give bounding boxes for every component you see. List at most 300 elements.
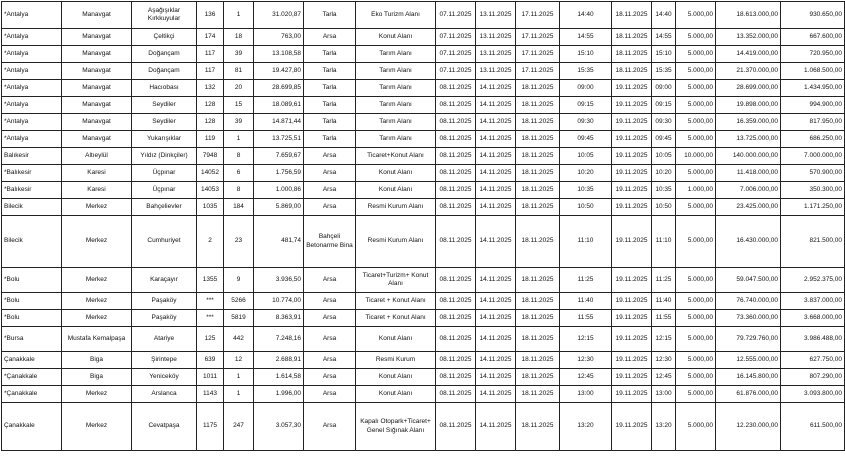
date-cell-2: 14.11.2025 [476, 352, 516, 369]
neighborhood-cell: Doğançam [132, 46, 197, 63]
time-cell-2: 15:10 [652, 46, 676, 63]
time-cell-1: 11:10 [560, 216, 612, 268]
area-cell: 1.000,86 [254, 182, 304, 199]
date-cell-1: 08.11.2025 [436, 403, 476, 451]
type-cell: Arsa [304, 29, 356, 46]
date-cell-1: 07.11.2025 [436, 63, 476, 80]
date-cell-2: 13.11.2025 [476, 63, 516, 80]
type-cell: Tarla [304, 63, 356, 80]
fee-cell: 5.000,00 [676, 199, 716, 216]
deposit-cell: 350.300,00 [781, 182, 845, 199]
district-cell: Altıeylül [62, 148, 132, 165]
province-cell: *Antalya [2, 29, 62, 46]
date-cell-1: 08.11.2025 [436, 114, 476, 131]
fee-cell: 5.000,00 [676, 29, 716, 46]
fee-cell: 5.000,00 [676, 131, 716, 148]
fee-cell: 5.000,00 [676, 310, 716, 327]
time-cell-1: 09:00 [560, 80, 612, 97]
date-cell-2: 14.11.2025 [476, 268, 516, 293]
date-cell-4: 18.11.2025 [612, 46, 652, 63]
date-cell-2: 14.11.2025 [476, 80, 516, 97]
neighborhood-cell: Çeltikçi [132, 29, 197, 46]
district-cell: Merkez [62, 403, 132, 451]
time-cell-1: 09:15 [560, 97, 612, 114]
table-row [2, 216, 845, 268]
type-cell: Tarla [304, 131, 356, 148]
deposit-cell: 667.600,00 [781, 29, 845, 46]
time-cell-2: 13:20 [652, 403, 676, 451]
time-cell-2: 12:30 [652, 352, 676, 369]
date-cell-2: 13.11.2025 [476, 46, 516, 63]
fee-cell: 5.000,00 [676, 216, 716, 268]
block-cell: 136 [197, 2, 224, 29]
date-cell-4: 19.11.2025 [612, 114, 652, 131]
type-cell: Arsa [304, 293, 356, 310]
date-cell-2: 14.11.2025 [476, 327, 516, 352]
date-cell-2: 14.11.2025 [476, 216, 516, 268]
district-cell: Manavgat [62, 97, 132, 114]
date-cell-1: 08.11.2025 [436, 165, 476, 182]
area-cell: 7.248,16 [254, 327, 304, 352]
province-cell: *Antalya [2, 63, 62, 80]
area-cell: 18.089,61 [254, 97, 304, 114]
block-cell: 1035 [197, 199, 224, 216]
time-cell-2: 09:15 [652, 97, 676, 114]
deposit-cell: 611.500,00 [781, 403, 845, 451]
fee-cell: 5.000,00 [676, 268, 716, 293]
estimated-price-cell: 61.876.000,00 [716, 386, 781, 403]
date-cell-3: 18.11.2025 [516, 327, 560, 352]
zoning-cell: Ticaret+Konut Alanı [356, 148, 436, 165]
parcel-cell: 8 [224, 182, 254, 199]
area-cell: 5.869,00 [254, 199, 304, 216]
date-cell-4: 19.11.2025 [612, 216, 652, 268]
deposit-cell: 3.668.000,00 [781, 310, 845, 327]
type-cell: Arsa [304, 199, 356, 216]
date-cell-1: 08.11.2025 [436, 80, 476, 97]
area-cell: 2.688,91 [254, 352, 304, 369]
table-row [2, 199, 845, 216]
fee-cell: 10.000,00 [676, 148, 716, 165]
estimated-price-cell: 13.352.000,00 [716, 29, 781, 46]
estimated-price-cell: 12.230.000,00 [716, 403, 781, 451]
date-cell-3: 17.11.2025 [516, 63, 560, 80]
district-cell: Biga [62, 369, 132, 386]
neighborhood-cell: Şirintepe [132, 352, 197, 369]
area-cell: 8.363,91 [254, 310, 304, 327]
date-cell-4: 19.11.2025 [612, 352, 652, 369]
district-cell: Mustafa Kemalpaşa [62, 327, 132, 352]
zoning-cell: Konut Alanı [356, 29, 436, 46]
type-cell: Tarla [304, 46, 356, 63]
fee-cell: 5.000,00 [676, 403, 716, 451]
estimated-price-cell: 16.145.800,00 [716, 369, 781, 386]
date-cell-2: 14.11.2025 [476, 114, 516, 131]
estimated-price-cell: 11.418.000,00 [716, 165, 781, 182]
block-cell: 1011 [197, 369, 224, 386]
parcel-cell: 9 [224, 268, 254, 293]
estimated-price-cell: 140.000.000,00 [716, 148, 781, 165]
area-cell: 1.756,59 [254, 165, 304, 182]
table-row [2, 403, 845, 451]
date-cell-1: 08.11.2025 [436, 310, 476, 327]
date-cell-2: 14.11.2025 [476, 131, 516, 148]
fee-cell: 5.000,00 [676, 327, 716, 352]
zoning-cell: Resmi Kurum [356, 352, 436, 369]
table-row [2, 182, 845, 199]
district-cell: Manavgat [62, 131, 132, 148]
area-cell: 13.725,51 [254, 131, 304, 148]
neighborhood-cell: Yeniceköy [132, 369, 197, 386]
parcel-cell: 442 [224, 327, 254, 352]
zoning-cell: Konut Alanı [356, 327, 436, 352]
province-cell: *Antalya [2, 46, 62, 63]
zoning-cell: Kapalı Otopark+Ticaret+ Genel Sığınak Alanı [356, 403, 436, 451]
time-cell-1: 12:15 [560, 327, 612, 352]
table-row [2, 369, 845, 386]
time-cell-2: 09:00 [652, 80, 676, 97]
parcel-cell: 8 [224, 148, 254, 165]
date-cell-2: 14.11.2025 [476, 369, 516, 386]
zoning-cell: Eko Turizm Alanı [356, 2, 436, 29]
block-cell: 2 [197, 216, 224, 268]
date-cell-2: 14.11.2025 [476, 148, 516, 165]
neighborhood-cell: Yıldız (Dinkçiler) [132, 148, 197, 165]
table-row [2, 352, 845, 369]
date-cell-4: 19.11.2025 [612, 182, 652, 199]
estimated-price-cell: 23.425.000,00 [716, 199, 781, 216]
parcel-cell: 184 [224, 199, 254, 216]
date-cell-1: 07.11.2025 [436, 2, 476, 29]
date-cell-3: 18.11.2025 [516, 216, 560, 268]
area-cell: 19.427,80 [254, 63, 304, 80]
estimated-price-cell: 13.725.000,00 [716, 131, 781, 148]
neighborhood-cell: Doğançam [132, 63, 197, 80]
date-cell-4: 19.11.2025 [612, 165, 652, 182]
date-cell-3: 17.11.2025 [516, 29, 560, 46]
estimated-price-cell: 76.740.000,00 [716, 293, 781, 310]
estimated-price-cell: 12.555.000,00 [716, 352, 781, 369]
date-cell-3: 18.11.2025 [516, 352, 560, 369]
time-cell-1: 10:35 [560, 182, 612, 199]
parcel-cell: 5266 [224, 293, 254, 310]
district-cell: Manavgat [62, 2, 132, 29]
block-cell: 132 [197, 80, 224, 97]
deposit-cell: 3.986.488,00 [781, 327, 845, 352]
type-cell: Arsa [304, 165, 356, 182]
area-cell: 13.108,58 [254, 46, 304, 63]
district-cell: Manavgat [62, 80, 132, 97]
date-cell-2: 13.11.2025 [476, 29, 516, 46]
district-cell: Manavgat [62, 46, 132, 63]
zoning-cell: Tarım Alanı [356, 46, 436, 63]
date-cell-2: 14.11.2025 [476, 182, 516, 199]
date-cell-3: 18.11.2025 [516, 293, 560, 310]
deposit-cell: 994.900,00 [781, 97, 845, 114]
type-cell: Bahçeli Betonarme Bina [304, 216, 356, 268]
province-cell: *Antalya [2, 114, 62, 131]
type-cell: Tarla [304, 97, 356, 114]
province-cell: *Balıkesir [2, 182, 62, 199]
zoning-cell: Tarım Alanı [356, 63, 436, 80]
date-cell-3: 18.11.2025 [516, 131, 560, 148]
district-cell: Merkez [62, 199, 132, 216]
deposit-cell: 3.837.000,00 [781, 293, 845, 310]
zoning-cell: Konut Alanı [356, 369, 436, 386]
zoning-cell: Resmi Kurum Alanı [356, 216, 436, 268]
time-cell-1: 09:45 [560, 131, 612, 148]
province-cell: Çanakkale [2, 352, 62, 369]
parcel-cell: 1 [224, 2, 254, 29]
parcel-cell: 18 [224, 29, 254, 46]
area-cell: 10.774,00 [254, 293, 304, 310]
zoning-cell: Konut Alanı [356, 386, 436, 403]
table-row [2, 46, 845, 63]
deposit-cell: 720.950,00 [781, 46, 845, 63]
fee-cell: 5.000,00 [676, 369, 716, 386]
time-cell-2: 14:40 [652, 2, 676, 29]
time-cell-1: 12:30 [560, 352, 612, 369]
date-cell-4: 18.11.2025 [612, 63, 652, 80]
estimated-price-cell: 14.419.000,00 [716, 46, 781, 63]
type-cell: Arsa [304, 369, 356, 386]
date-cell-4: 19.11.2025 [612, 268, 652, 293]
province-cell: Balıkesir [2, 148, 62, 165]
parcel-cell: 5819 [224, 310, 254, 327]
estimated-price-cell: 16.359.000,00 [716, 114, 781, 131]
zoning-cell: Ticaret + Konut Alanı [356, 310, 436, 327]
time-cell-1: 11:25 [560, 268, 612, 293]
fee-cell: 5.000,00 [676, 97, 716, 114]
date-cell-4: 19.11.2025 [612, 293, 652, 310]
date-cell-3: 18.11.2025 [516, 148, 560, 165]
zoning-cell: Konut Alanı [356, 182, 436, 199]
table-row [2, 327, 845, 352]
table-row [2, 80, 845, 97]
parcel-cell: 39 [224, 46, 254, 63]
block-cell: 128 [197, 114, 224, 131]
date-cell-1: 07.11.2025 [436, 29, 476, 46]
table-row [2, 293, 845, 310]
date-cell-4: 19.11.2025 [612, 131, 652, 148]
neighborhood-cell: Arslanca [132, 386, 197, 403]
estimated-price-cell: 19.898.000,00 [716, 97, 781, 114]
province-cell: *Bolu [2, 310, 62, 327]
date-cell-2: 14.11.2025 [476, 310, 516, 327]
time-cell-2: 09:30 [652, 114, 676, 131]
time-cell-1: 13:00 [560, 386, 612, 403]
block-cell: 119 [197, 131, 224, 148]
block-cell: 7948 [197, 148, 224, 165]
deposit-cell: 807.290,00 [781, 369, 845, 386]
province-cell: *Antalya [2, 131, 62, 148]
block-cell: *** [197, 310, 224, 327]
district-cell: Manavgat [62, 114, 132, 131]
date-cell-1: 08.11.2025 [436, 148, 476, 165]
time-cell-2: 12:15 [652, 327, 676, 352]
table-row [2, 386, 845, 403]
area-cell: 1.614,58 [254, 369, 304, 386]
time-cell-2: 14:55 [652, 29, 676, 46]
time-cell-2: 10:05 [652, 148, 676, 165]
table-row [2, 131, 845, 148]
district-cell: Merkez [62, 216, 132, 268]
block-cell: 1175 [197, 403, 224, 451]
time-cell-1: 10:50 [560, 199, 612, 216]
area-cell: 28.699,85 [254, 80, 304, 97]
parcel-cell: 23 [224, 216, 254, 268]
parcel-cell: 15 [224, 97, 254, 114]
date-cell-2: 14.11.2025 [476, 97, 516, 114]
block-cell: 639 [197, 352, 224, 369]
time-cell-2: 10:50 [652, 199, 676, 216]
block-cell: 174 [197, 29, 224, 46]
parcel-cell: 12 [224, 352, 254, 369]
deposit-cell: 1.434.950,00 [781, 80, 845, 97]
date-cell-4: 19.11.2025 [612, 403, 652, 451]
table-row [2, 97, 845, 114]
neighborhood-cell: Aşağışıklar Kırkkuyular [132, 2, 197, 29]
zoning-cell: Tarım Alanı [356, 131, 436, 148]
time-cell-1: 10:05 [560, 148, 612, 165]
district-cell: Merkez [62, 386, 132, 403]
zoning-cell: Resmi Kurum Alanı [356, 199, 436, 216]
type-cell: Arsa [304, 148, 356, 165]
area-cell: 763,00 [254, 29, 304, 46]
date-cell-1: 08.11.2025 [436, 131, 476, 148]
date-cell-2: 14.11.2025 [476, 199, 516, 216]
district-cell: Manavgat [62, 63, 132, 80]
estimated-price-cell: 16.430.000,00 [716, 216, 781, 268]
neighborhood-cell: Paşaköy [132, 310, 197, 327]
table-row [2, 148, 845, 165]
date-cell-3: 17.11.2025 [516, 2, 560, 29]
zoning-cell: Ticaret + Konut Alanı [356, 293, 436, 310]
estimated-price-cell: 59.047.500,00 [716, 268, 781, 293]
date-cell-3: 18.11.2025 [516, 403, 560, 451]
province-cell: *Antalya [2, 80, 62, 97]
date-cell-3: 18.11.2025 [516, 369, 560, 386]
estimated-price-cell: 18.613.000,00 [716, 2, 781, 29]
block-cell: 117 [197, 46, 224, 63]
date-cell-2: 14.11.2025 [476, 293, 516, 310]
parcel-cell: 1 [224, 386, 254, 403]
district-cell: Merkez [62, 268, 132, 293]
type-cell: Arsa [304, 327, 356, 352]
date-cell-1: 08.11.2025 [436, 216, 476, 268]
deposit-cell: 1.068.500,00 [781, 63, 845, 80]
province-cell: Bilecik [2, 199, 62, 216]
deposit-cell: 627.750,00 [781, 352, 845, 369]
neighborhood-cell: Yukarışıklar [132, 131, 197, 148]
date-cell-4: 19.11.2025 [612, 327, 652, 352]
type-cell: Tarla [304, 114, 356, 131]
date-cell-1: 08.11.2025 [436, 199, 476, 216]
date-cell-3: 18.11.2025 [516, 199, 560, 216]
time-cell-1: 11:55 [560, 310, 612, 327]
estimated-price-cell: 73.360.000,00 [716, 310, 781, 327]
fee-cell: 5.000,00 [676, 386, 716, 403]
deposit-cell: 7.000.000,00 [781, 148, 845, 165]
deposit-cell: 930.650,00 [781, 2, 845, 29]
date-cell-1: 08.11.2025 [436, 386, 476, 403]
neighborhood-cell: Üçpınar [132, 165, 197, 182]
fee-cell: 5.000,00 [676, 165, 716, 182]
neighborhood-cell: Cumhuriyet [132, 216, 197, 268]
table-row [2, 310, 845, 327]
deposit-cell: 817.950,00 [781, 114, 845, 131]
area-cell: 31.020,87 [254, 2, 304, 29]
time-cell-1: 12:45 [560, 369, 612, 386]
time-cell-1: 14:55 [560, 29, 612, 46]
date-cell-3: 18.11.2025 [516, 386, 560, 403]
type-cell: Arsa [304, 403, 356, 451]
date-cell-3: 18.11.2025 [516, 182, 560, 199]
area-cell: 14.871,44 [254, 114, 304, 131]
date-cell-3: 17.11.2025 [516, 46, 560, 63]
table-row [2, 165, 845, 182]
date-cell-3: 18.11.2025 [516, 310, 560, 327]
table-row [2, 29, 845, 46]
date-cell-3: 18.11.2025 [516, 97, 560, 114]
time-cell-2: 11:55 [652, 310, 676, 327]
time-cell-2: 11:25 [652, 268, 676, 293]
time-cell-2: 12:45 [652, 369, 676, 386]
block-cell: 125 [197, 327, 224, 352]
date-cell-4: 19.11.2025 [612, 97, 652, 114]
type-cell: Arsa [304, 310, 356, 327]
type-cell: Tarla [304, 80, 356, 97]
date-cell-3: 18.11.2025 [516, 114, 560, 131]
time-cell-2: 10:35 [652, 182, 676, 199]
table-row [2, 268, 845, 293]
time-cell-2: 13:00 [652, 386, 676, 403]
date-cell-3: 18.11.2025 [516, 165, 560, 182]
deposit-cell: 821.500,00 [781, 216, 845, 268]
table-row [2, 2, 845, 29]
date-cell-1: 08.11.2025 [436, 327, 476, 352]
estimated-price-cell: 28.699.000,00 [716, 80, 781, 97]
zoning-cell: Tarım Alanı [356, 114, 436, 131]
parcel-cell: 20 [224, 80, 254, 97]
province-cell: *Çanakkale [2, 369, 62, 386]
date-cell-3: 18.11.2025 [516, 80, 560, 97]
time-cell-2: 15:35 [652, 63, 676, 80]
time-cell-2: 09:45 [652, 131, 676, 148]
fee-cell: 5.000,00 [676, 80, 716, 97]
province-cell: *Bolu [2, 268, 62, 293]
time-cell-1: 09:30 [560, 114, 612, 131]
province-cell: *Bolu [2, 293, 62, 310]
date-cell-4: 19.11.2025 [612, 386, 652, 403]
zoning-cell: Konut Alanı [356, 165, 436, 182]
date-cell-3: 18.11.2025 [516, 268, 560, 293]
zoning-cell: Ticaret+Turizm+ Konut Alanı [356, 268, 436, 293]
province-cell: *Balıkesir [2, 165, 62, 182]
deposit-cell: 2.952.375,00 [781, 268, 845, 293]
date-cell-4: 19.11.2025 [612, 369, 652, 386]
province-cell: *Antalya [2, 2, 62, 29]
neighborhood-cell: Cevatpaşa [132, 403, 197, 451]
area-cell: 1.996,00 [254, 386, 304, 403]
date-cell-1: 08.11.2025 [436, 182, 476, 199]
fee-cell: 5.000,00 [676, 114, 716, 131]
neighborhood-cell: Paşaköy [132, 293, 197, 310]
block-cell: 128 [197, 97, 224, 114]
date-cell-2: 14.11.2025 [476, 165, 516, 182]
type-cell: Arsa [304, 182, 356, 199]
fee-cell: 5.000,00 [676, 46, 716, 63]
